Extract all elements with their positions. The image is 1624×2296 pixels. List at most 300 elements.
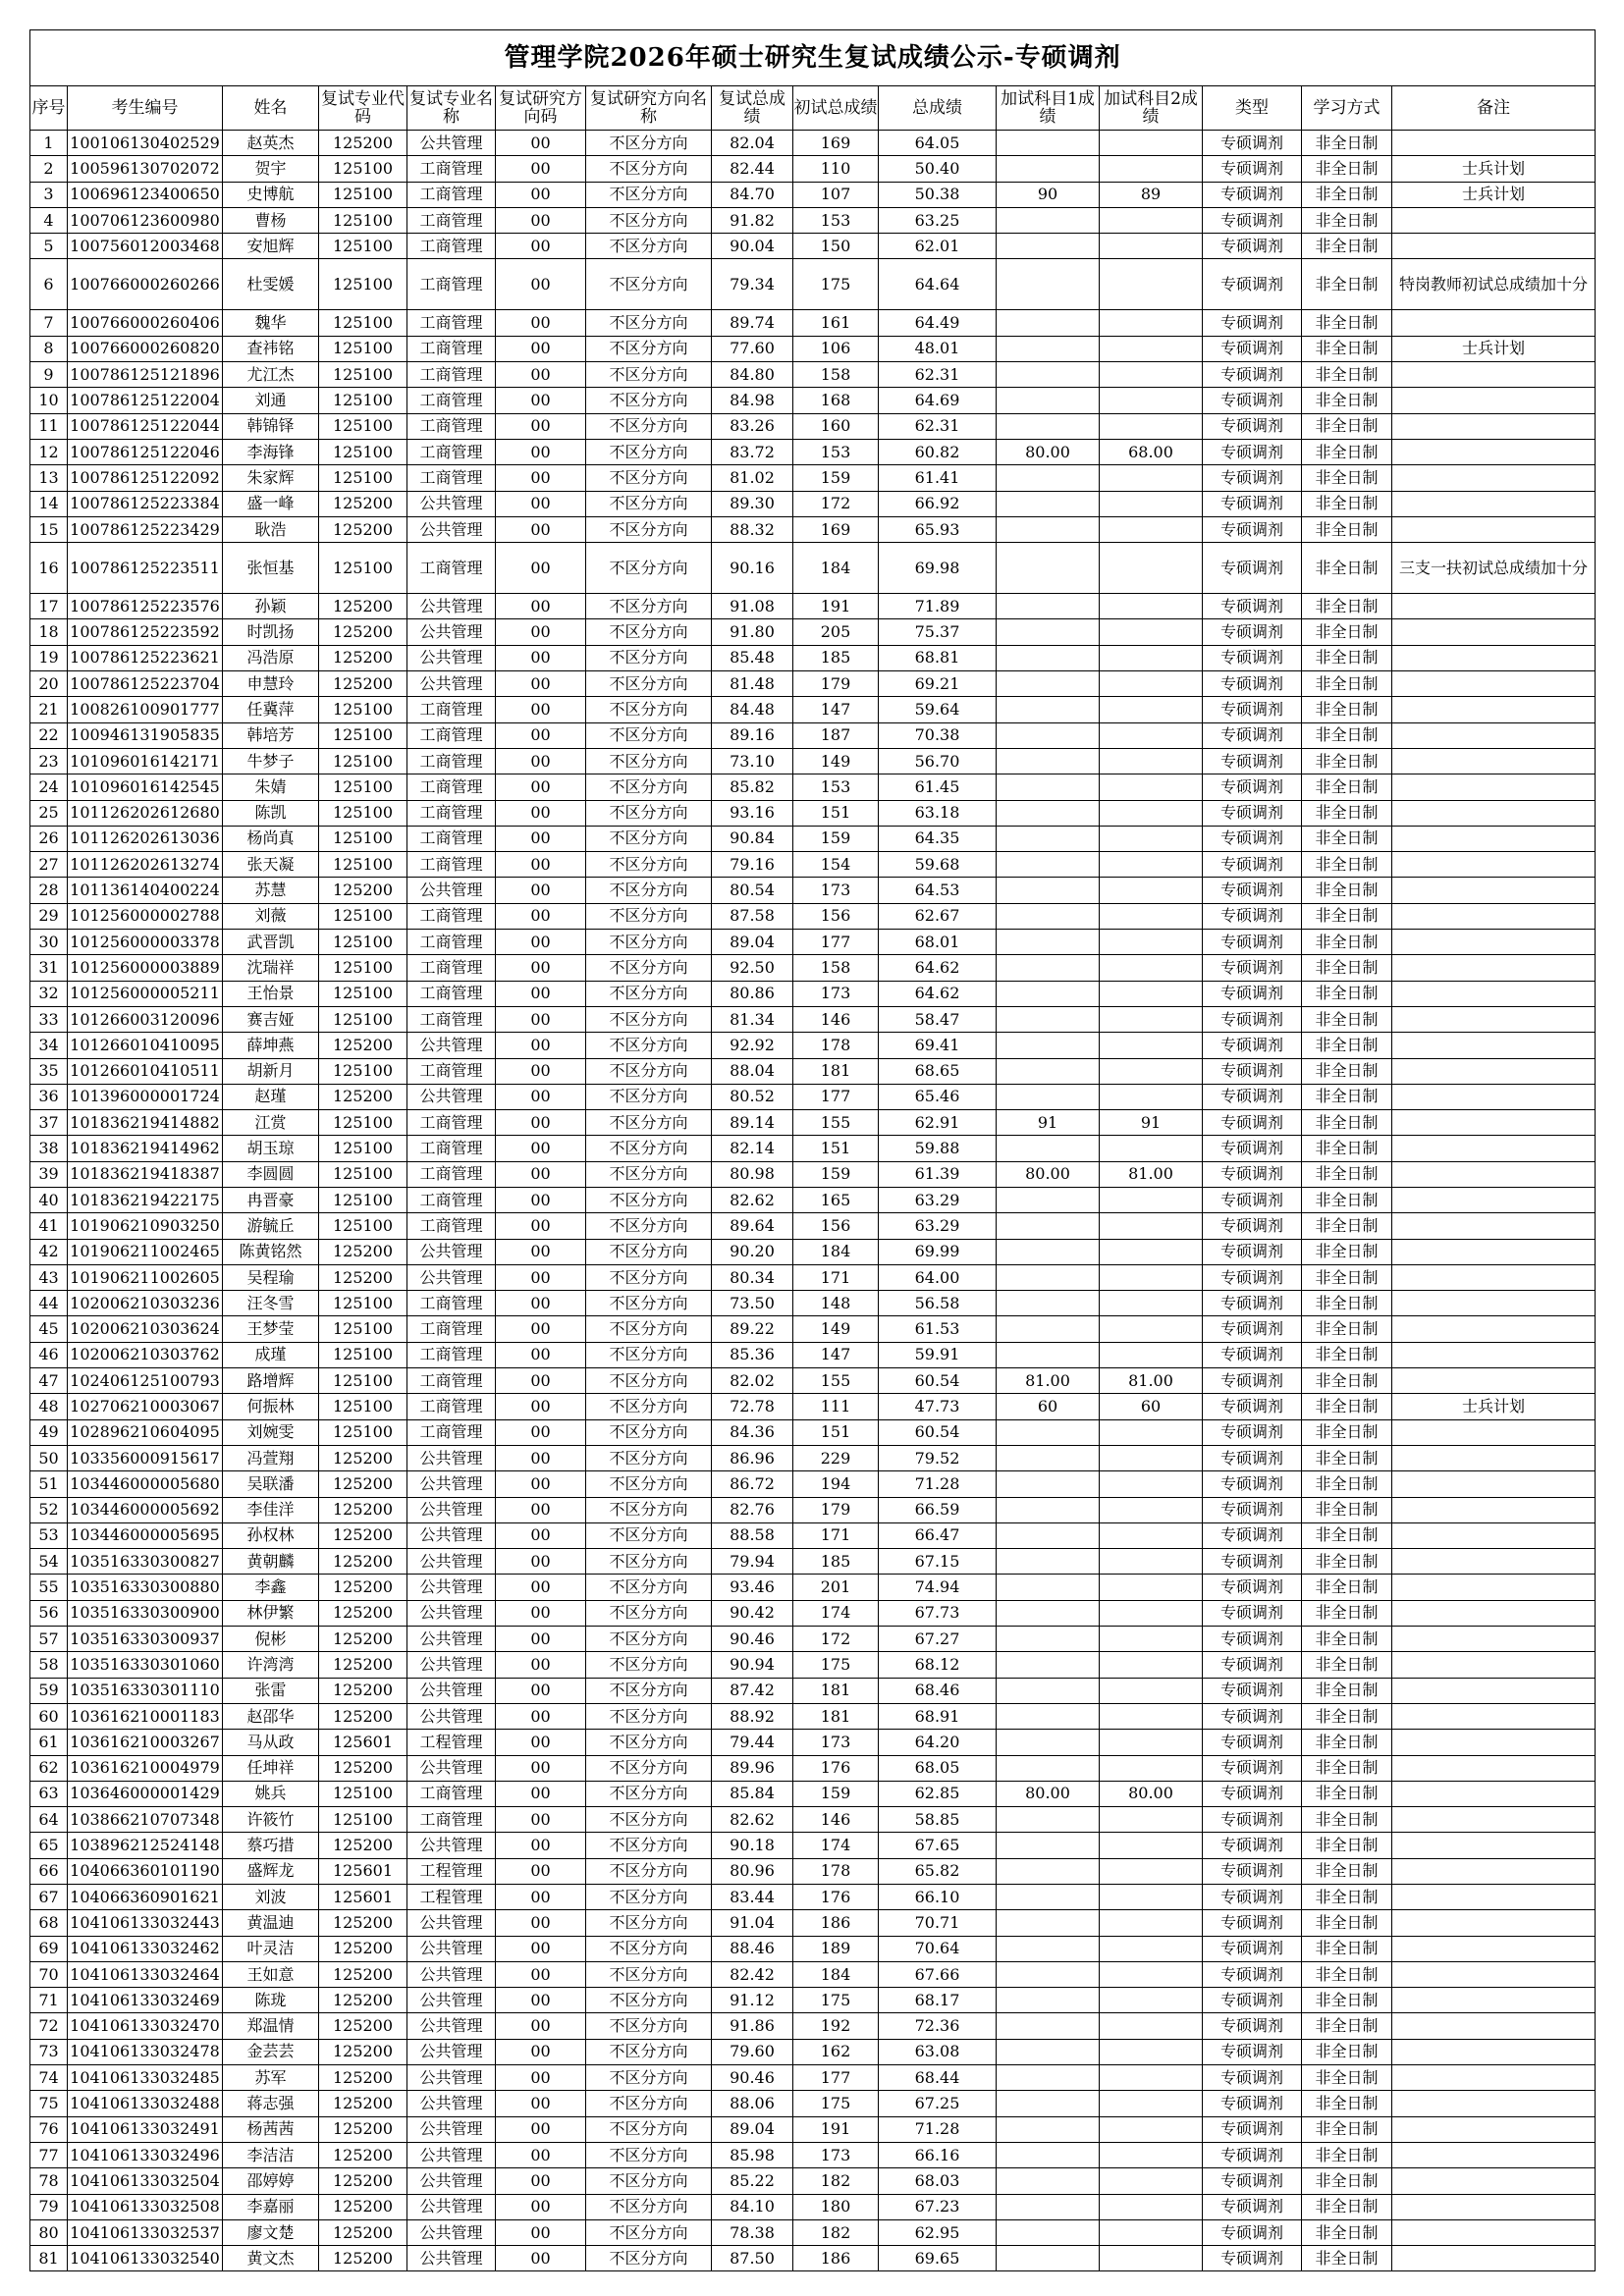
cell-seq: 23 xyxy=(30,748,68,774)
cell-major-code: 125100 xyxy=(319,1419,407,1445)
cell-name: 游毓丘 xyxy=(223,1213,319,1239)
cell-extra-2: 91 xyxy=(1100,1110,1203,1136)
cell-name: 魏华 xyxy=(223,310,319,336)
cell-remark xyxy=(1392,619,1596,645)
cell-major-name: 工商管理 xyxy=(407,826,496,851)
cell-name: 冯浩原 xyxy=(223,645,319,670)
cell-direction-code: 00 xyxy=(496,310,586,336)
cell-direction-name: 不区分方向 xyxy=(586,1936,712,1961)
cell-extra-1 xyxy=(997,1549,1100,1575)
cell-direction-name: 不区分方向 xyxy=(586,1627,712,1652)
cell-type: 专硕调剂 xyxy=(1203,1497,1302,1522)
cell-name: 刘波 xyxy=(223,1885,319,1910)
cell-major-code: 125200 xyxy=(319,1239,407,1264)
cell-retest-score: 80.34 xyxy=(712,1264,793,1290)
cell-extra-2 xyxy=(1100,1497,1203,1522)
cell-direction-name: 不区分方向 xyxy=(586,1858,712,1884)
table-row xyxy=(30,774,1596,800)
table-row xyxy=(30,2194,1596,2219)
cell-type: 专硕调剂 xyxy=(1203,800,1302,826)
cell-direction-name: 不区分方向 xyxy=(586,1006,712,1032)
cell-seq: 8 xyxy=(30,336,68,361)
cell-name: 刘通 xyxy=(223,388,319,413)
cell-major-code: 125200 xyxy=(319,619,407,645)
cell-direction-code: 00 xyxy=(496,1833,586,1858)
cell-type: 专硕调剂 xyxy=(1203,1058,1302,1084)
cell-name: 成瑾 xyxy=(223,1342,319,1367)
cell-major-code: 125200 xyxy=(319,1497,407,1522)
cell-seq: 80 xyxy=(30,2219,68,2245)
cell-major-code: 125200 xyxy=(319,2065,407,2091)
cell-retest-score: 84.48 xyxy=(712,697,793,722)
cell-retest-score: 89.04 xyxy=(712,930,793,955)
cell-exam-id: 101396000001724 xyxy=(68,1084,223,1109)
table-row xyxy=(30,1187,1596,1212)
cell-exam-id: 103356000915617 xyxy=(68,1445,223,1470)
cell-remark xyxy=(1392,2039,1596,2064)
cell-study-mode: 非全日制 xyxy=(1302,981,1392,1006)
cell-type: 专硕调剂 xyxy=(1203,543,1302,594)
cell-exam-id: 103516330300880 xyxy=(68,1575,223,1600)
cell-study-mode: 非全日制 xyxy=(1302,1419,1392,1445)
table-row xyxy=(30,1781,1596,1806)
cell-total-score: 59.88 xyxy=(879,1136,997,1161)
cell-study-mode: 非全日制 xyxy=(1302,748,1392,774)
cell-direction-name: 不区分方向 xyxy=(586,1522,712,1548)
cell-initial-score: 159 xyxy=(793,826,879,851)
cell-major-name: 工商管理 xyxy=(407,852,496,878)
cell-major-code: 125100 xyxy=(319,362,407,388)
cell-study-mode: 非全日制 xyxy=(1302,1833,1392,1858)
cell-major-name: 公共管理 xyxy=(407,1264,496,1290)
cell-major-code: 125200 xyxy=(319,1600,407,1626)
cell-study-mode: 非全日制 xyxy=(1302,2168,1392,2194)
cell-direction-code: 00 xyxy=(496,748,586,774)
cell-total-score: 62.31 xyxy=(879,413,997,439)
cell-extra-2 xyxy=(1100,1910,1203,1936)
cell-major-code: 125601 xyxy=(319,1858,407,1884)
cell-seq: 33 xyxy=(30,1006,68,1032)
cell-exam-id: 104106133032464 xyxy=(68,1961,223,1987)
cell-type: 专硕调剂 xyxy=(1203,1961,1302,1987)
cell-extra-2 xyxy=(1100,516,1203,542)
cell-name: 朱家辉 xyxy=(223,465,319,491)
cell-type: 专硕调剂 xyxy=(1203,310,1302,336)
cell-study-mode: 非全日制 xyxy=(1302,1058,1392,1084)
cell-retest-score: 82.44 xyxy=(712,156,793,182)
cell-exam-id: 101256000003378 xyxy=(68,930,223,955)
cell-remark xyxy=(1392,852,1596,878)
cell-direction-code: 00 xyxy=(496,543,586,594)
cell-exam-id: 102706210003067 xyxy=(68,1394,223,1419)
cell-extra-1: 80.00 xyxy=(997,1781,1100,1806)
cell-retest-score: 80.54 xyxy=(712,878,793,903)
cell-name: 杨茜茜 xyxy=(223,2116,319,2142)
cell-retest-score: 89.04 xyxy=(712,2116,793,2142)
table-row xyxy=(30,1264,1596,1290)
cell-total-score: 63.18 xyxy=(879,800,997,826)
cell-total-score: 48.01 xyxy=(879,336,997,361)
cell-exam-id: 104106133032462 xyxy=(68,1936,223,1961)
cell-exam-id: 101266003120096 xyxy=(68,1006,223,1032)
cell-study-mode: 非全日制 xyxy=(1302,182,1392,207)
cell-major-name: 公共管理 xyxy=(407,2065,496,2091)
cell-type: 专硕调剂 xyxy=(1203,594,1302,619)
cell-seq: 79 xyxy=(30,2194,68,2219)
cell-retest-score: 82.62 xyxy=(712,1187,793,1212)
cell-name: 陈凯 xyxy=(223,800,319,826)
cell-study-mode: 非全日制 xyxy=(1302,207,1392,233)
cell-study-mode: 非全日制 xyxy=(1302,1627,1392,1652)
cell-direction-code: 00 xyxy=(496,1161,586,1187)
cell-seq: 47 xyxy=(30,1368,68,1394)
table-row xyxy=(30,1058,1596,1084)
cell-direction-name: 不区分方向 xyxy=(586,516,712,542)
cell-initial-score: 184 xyxy=(793,1961,879,1987)
table-row xyxy=(30,1833,1596,1858)
cell-total-score: 50.40 xyxy=(879,156,997,182)
cell-study-mode: 非全日制 xyxy=(1302,234,1392,259)
cell-type: 专硕调剂 xyxy=(1203,2091,1302,2116)
cell-exam-id: 104106133032537 xyxy=(68,2219,223,2245)
cell-direction-code: 00 xyxy=(496,2116,586,2142)
cell-direction-code: 00 xyxy=(496,594,586,619)
cell-extra-1 xyxy=(997,156,1100,182)
cell-extra-1 xyxy=(997,1187,1100,1212)
cell-direction-name: 不区分方向 xyxy=(586,2013,712,2039)
table-row xyxy=(30,1755,1596,1781)
cell-name: 赛吉娅 xyxy=(223,1006,319,1032)
cell-study-mode: 非全日制 xyxy=(1302,362,1392,388)
table-row xyxy=(30,1988,1596,2013)
cell-name: 沈瑞祥 xyxy=(223,955,319,981)
cell-exam-id: 104106133032508 xyxy=(68,2194,223,2219)
cell-type: 专硕调剂 xyxy=(1203,1858,1302,1884)
cell-initial-score: 160 xyxy=(793,413,879,439)
cell-retest-score: 81.48 xyxy=(712,671,793,697)
cell-major-name: 公共管理 xyxy=(407,1936,496,1961)
cell-major-code: 125100 xyxy=(319,1807,407,1833)
cell-seq: 52 xyxy=(30,1497,68,1522)
cell-exam-id: 103616210004979 xyxy=(68,1755,223,1781)
cell-retest-score: 79.16 xyxy=(712,852,793,878)
cell-extra-1 xyxy=(997,1058,1100,1084)
cell-exam-id: 104106133032485 xyxy=(68,2065,223,2091)
table-row xyxy=(30,800,1596,826)
table-row xyxy=(30,182,1596,207)
cell-study-mode: 非全日制 xyxy=(1302,1988,1392,2013)
cell-major-code: 125100 xyxy=(319,156,407,182)
cell-direction-code: 00 xyxy=(496,1213,586,1239)
cell-major-name: 公共管理 xyxy=(407,1522,496,1548)
table-row xyxy=(30,234,1596,259)
cell-extra-1 xyxy=(997,903,1100,929)
header-name: 姓名 xyxy=(223,86,319,131)
cell-direction-code: 00 xyxy=(496,2091,586,2116)
cell-extra-1 xyxy=(997,1652,1100,1678)
cell-major-code: 125200 xyxy=(319,2168,407,2194)
cell-major-code: 125100 xyxy=(319,955,407,981)
cell-study-mode: 非全日制 xyxy=(1302,1497,1392,1522)
cell-study-mode: 非全日制 xyxy=(1302,413,1392,439)
cell-type: 专硕调剂 xyxy=(1203,671,1302,697)
cell-direction-code: 00 xyxy=(496,516,586,542)
cell-major-code: 125100 xyxy=(319,1394,407,1419)
cell-exam-id: 101126202613274 xyxy=(68,852,223,878)
cell-remark xyxy=(1392,800,1596,826)
cell-type: 专硕调剂 xyxy=(1203,336,1302,361)
cell-retest-score: 90.94 xyxy=(712,1652,793,1678)
cell-major-code: 125100 xyxy=(319,852,407,878)
cell-seq: 1 xyxy=(30,131,68,156)
cell-major-name: 工程管理 xyxy=(407,1885,496,1910)
cell-direction-name: 不区分方向 xyxy=(586,981,712,1006)
cell-name: 任坤祥 xyxy=(223,1755,319,1781)
table-row xyxy=(30,2013,1596,2039)
cell-major-name: 工商管理 xyxy=(407,1110,496,1136)
cell-name: 王如意 xyxy=(223,1961,319,1987)
table-row xyxy=(30,1419,1596,1445)
cell-direction-code: 00 xyxy=(496,439,586,464)
cell-name: 牛梦子 xyxy=(223,748,319,774)
cell-direction-code: 00 xyxy=(496,1885,586,1910)
cell-extra-1 xyxy=(997,2142,1100,2167)
cell-remark xyxy=(1392,1652,1596,1678)
cell-exam-id: 100786125122044 xyxy=(68,413,223,439)
cell-major-name: 公共管理 xyxy=(407,1755,496,1781)
cell-extra-2 xyxy=(1100,878,1203,903)
cell-total-score: 64.62 xyxy=(879,955,997,981)
cell-direction-name: 不区分方向 xyxy=(586,1988,712,2013)
table-row xyxy=(30,697,1596,722)
cell-major-code: 125100 xyxy=(319,543,407,594)
cell-initial-score: 153 xyxy=(793,439,879,464)
cell-name: 韩培芳 xyxy=(223,722,319,748)
cell-exam-id: 100786125122092 xyxy=(68,465,223,491)
score-table xyxy=(29,29,1596,2271)
cell-direction-code: 00 xyxy=(496,1445,586,1470)
cell-extra-1 xyxy=(997,1084,1100,1109)
cell-seq: 64 xyxy=(30,1807,68,1833)
cell-study-mode: 非全日制 xyxy=(1302,1575,1392,1600)
cell-type: 专硕调剂 xyxy=(1203,1291,1302,1316)
cell-exam-id: 100106130402529 xyxy=(68,131,223,156)
table-row xyxy=(30,1316,1596,1342)
cell-extra-2 xyxy=(1100,774,1203,800)
cell-total-score: 61.39 xyxy=(879,1161,997,1187)
cell-total-score: 63.08 xyxy=(879,2039,997,2064)
cell-total-score: 68.17 xyxy=(879,1988,997,2013)
cell-extra-1 xyxy=(997,852,1100,878)
cell-direction-name: 不区分方向 xyxy=(586,2091,712,2116)
cell-total-score: 65.82 xyxy=(879,1858,997,1884)
cell-major-code: 125200 xyxy=(319,2194,407,2219)
cell-total-score: 70.38 xyxy=(879,722,997,748)
cell-study-mode: 非全日制 xyxy=(1302,465,1392,491)
cell-study-mode: 非全日制 xyxy=(1302,1342,1392,1367)
table-row xyxy=(30,1627,1596,1652)
cell-retest-score: 89.16 xyxy=(712,722,793,748)
cell-direction-code: 00 xyxy=(496,1858,586,1884)
cell-initial-score: 173 xyxy=(793,2142,879,2167)
table-row xyxy=(30,722,1596,748)
cell-initial-score: 187 xyxy=(793,722,879,748)
cell-major-name: 公共管理 xyxy=(407,1652,496,1678)
cell-type: 专硕调剂 xyxy=(1203,1627,1302,1652)
cell-extra-1 xyxy=(997,1522,1100,1548)
cell-total-score: 61.41 xyxy=(879,465,997,491)
cell-total-score: 68.81 xyxy=(879,645,997,670)
cell-study-mode: 非全日制 xyxy=(1302,955,1392,981)
cell-retest-score: 84.70 xyxy=(712,182,793,207)
cell-exam-id: 100826100901777 xyxy=(68,697,223,722)
cell-initial-score: 171 xyxy=(793,1522,879,1548)
cell-name: 蔡巧措 xyxy=(223,1833,319,1858)
cell-remark xyxy=(1392,1678,1596,1703)
cell-retest-score: 79.94 xyxy=(712,1549,793,1575)
cell-seq: 42 xyxy=(30,1239,68,1264)
cell-extra-1 xyxy=(997,645,1100,670)
cell-type: 专硕调剂 xyxy=(1203,516,1302,542)
cell-study-mode: 非全日制 xyxy=(1302,1600,1392,1626)
cell-type: 专硕调剂 xyxy=(1203,1316,1302,1342)
cell-initial-score: 175 xyxy=(793,1652,879,1678)
cell-extra-1 xyxy=(997,1239,1100,1264)
cell-extra-1 xyxy=(997,310,1100,336)
cell-direction-code: 00 xyxy=(496,1703,586,1729)
cell-exam-id: 103616210003267 xyxy=(68,1730,223,1755)
cell-total-score: 59.68 xyxy=(879,852,997,878)
cell-retest-score: 73.50 xyxy=(712,1291,793,1316)
cell-exam-id: 101126202613036 xyxy=(68,826,223,851)
cell-extra-2 xyxy=(1100,903,1203,929)
header-retest-score: 复试总成绩 xyxy=(712,86,793,131)
table-row xyxy=(30,362,1596,388)
cell-exam-id: 100786125122046 xyxy=(68,439,223,464)
cell-direction-name: 不区分方向 xyxy=(586,800,712,826)
cell-initial-score: 182 xyxy=(793,2168,879,2194)
cell-remark: 士兵计划 xyxy=(1392,182,1596,207)
cell-name: 胡玉琼 xyxy=(223,1136,319,1161)
cell-extra-1 xyxy=(997,2168,1100,2194)
cell-remark xyxy=(1392,131,1596,156)
cell-major-code: 125200 xyxy=(319,1833,407,1858)
cell-direction-name: 不区分方向 xyxy=(586,259,712,310)
cell-initial-score: 106 xyxy=(793,336,879,361)
table-row xyxy=(30,2039,1596,2064)
cell-total-score: 64.35 xyxy=(879,826,997,851)
cell-initial-score: 191 xyxy=(793,594,879,619)
cell-seq: 62 xyxy=(30,1755,68,1781)
cell-direction-name: 不区分方向 xyxy=(586,543,712,594)
cell-extra-2 xyxy=(1100,1703,1203,1729)
cell-major-name: 公共管理 xyxy=(407,1575,496,1600)
cell-initial-score: 111 xyxy=(793,1394,879,1419)
cell-remark xyxy=(1392,1833,1596,1858)
cell-direction-name: 不区分方向 xyxy=(586,1755,712,1781)
cell-extra-1 xyxy=(997,1910,1100,1936)
cell-type: 专硕调剂 xyxy=(1203,852,1302,878)
cell-direction-name: 不区分方向 xyxy=(586,182,712,207)
cell-extra-2 xyxy=(1100,852,1203,878)
cell-type: 专硕调剂 xyxy=(1203,388,1302,413)
cell-retest-score: 90.04 xyxy=(712,234,793,259)
cell-type: 专硕调剂 xyxy=(1203,2219,1302,2245)
cell-direction-name: 不区分方向 xyxy=(586,1316,712,1342)
cell-seq: 29 xyxy=(30,903,68,929)
cell-major-code: 125100 xyxy=(319,1291,407,1316)
cell-name: 韩锦铎 xyxy=(223,413,319,439)
cell-type: 专硕调剂 xyxy=(1203,2194,1302,2219)
cell-initial-score: 178 xyxy=(793,1033,879,1058)
cell-total-score: 62.01 xyxy=(879,234,997,259)
cell-type: 专硕调剂 xyxy=(1203,1394,1302,1419)
cell-type: 专硕调剂 xyxy=(1203,1471,1302,1497)
cell-exam-id: 103896212524148 xyxy=(68,1833,223,1858)
cell-extra-1 xyxy=(997,722,1100,748)
cell-exam-id: 100596130702072 xyxy=(68,156,223,182)
cell-type: 专硕调剂 xyxy=(1203,722,1302,748)
cell-direction-code: 00 xyxy=(496,1239,586,1264)
cell-initial-score: 175 xyxy=(793,1988,879,2013)
cell-exam-id: 101126202612680 xyxy=(68,800,223,826)
cell-extra-1 xyxy=(997,671,1100,697)
cell-study-mode: 非全日制 xyxy=(1302,671,1392,697)
cell-direction-code: 00 xyxy=(496,1394,586,1419)
cell-extra-1 xyxy=(997,619,1100,645)
cell-extra-2 xyxy=(1100,2065,1203,2091)
cell-direction-code: 00 xyxy=(496,1058,586,1084)
table-row xyxy=(30,156,1596,182)
cell-total-score: 68.01 xyxy=(879,930,997,955)
cell-direction-name: 不区分方向 xyxy=(586,1033,712,1058)
cell-retest-score: 81.02 xyxy=(712,465,793,491)
cell-remark xyxy=(1392,310,1596,336)
cell-name: 吴程瑜 xyxy=(223,1264,319,1290)
cell-direction-code: 00 xyxy=(496,1961,586,1987)
table-row xyxy=(30,878,1596,903)
cell-extra-1 xyxy=(997,774,1100,800)
cell-remark xyxy=(1392,2116,1596,2142)
cell-direction-name: 不区分方向 xyxy=(586,1394,712,1419)
cell-initial-score: 175 xyxy=(793,259,879,310)
cell-initial-score: 146 xyxy=(793,1006,879,1032)
cell-exam-id: 103446000005692 xyxy=(68,1497,223,1522)
cell-exam-id: 101836219414882 xyxy=(68,1110,223,1136)
cell-major-code: 125200 xyxy=(319,1084,407,1109)
cell-total-score: 67.66 xyxy=(879,1961,997,1987)
cell-total-score: 69.41 xyxy=(879,1033,997,1058)
cell-study-mode: 非全日制 xyxy=(1302,619,1392,645)
cell-direction-name: 不区分方向 xyxy=(586,1291,712,1316)
cell-extra-1 xyxy=(997,234,1100,259)
cell-name: 江赏 xyxy=(223,1110,319,1136)
table-row xyxy=(30,2219,1596,2245)
table-row xyxy=(30,930,1596,955)
cell-exam-id: 100766000260820 xyxy=(68,336,223,361)
cell-direction-name: 不区分方向 xyxy=(586,1575,712,1600)
table-row xyxy=(30,465,1596,491)
cell-exam-id: 100786125223704 xyxy=(68,671,223,697)
cell-type: 专硕调剂 xyxy=(1203,903,1302,929)
cell-direction-name: 不区分方向 xyxy=(586,362,712,388)
table-row xyxy=(30,1342,1596,1367)
cell-major-code: 125100 xyxy=(319,930,407,955)
cell-extra-1 xyxy=(997,2065,1100,2091)
cell-total-score: 64.62 xyxy=(879,981,997,1006)
cell-remark xyxy=(1392,1961,1596,1987)
table-row xyxy=(30,2065,1596,2091)
